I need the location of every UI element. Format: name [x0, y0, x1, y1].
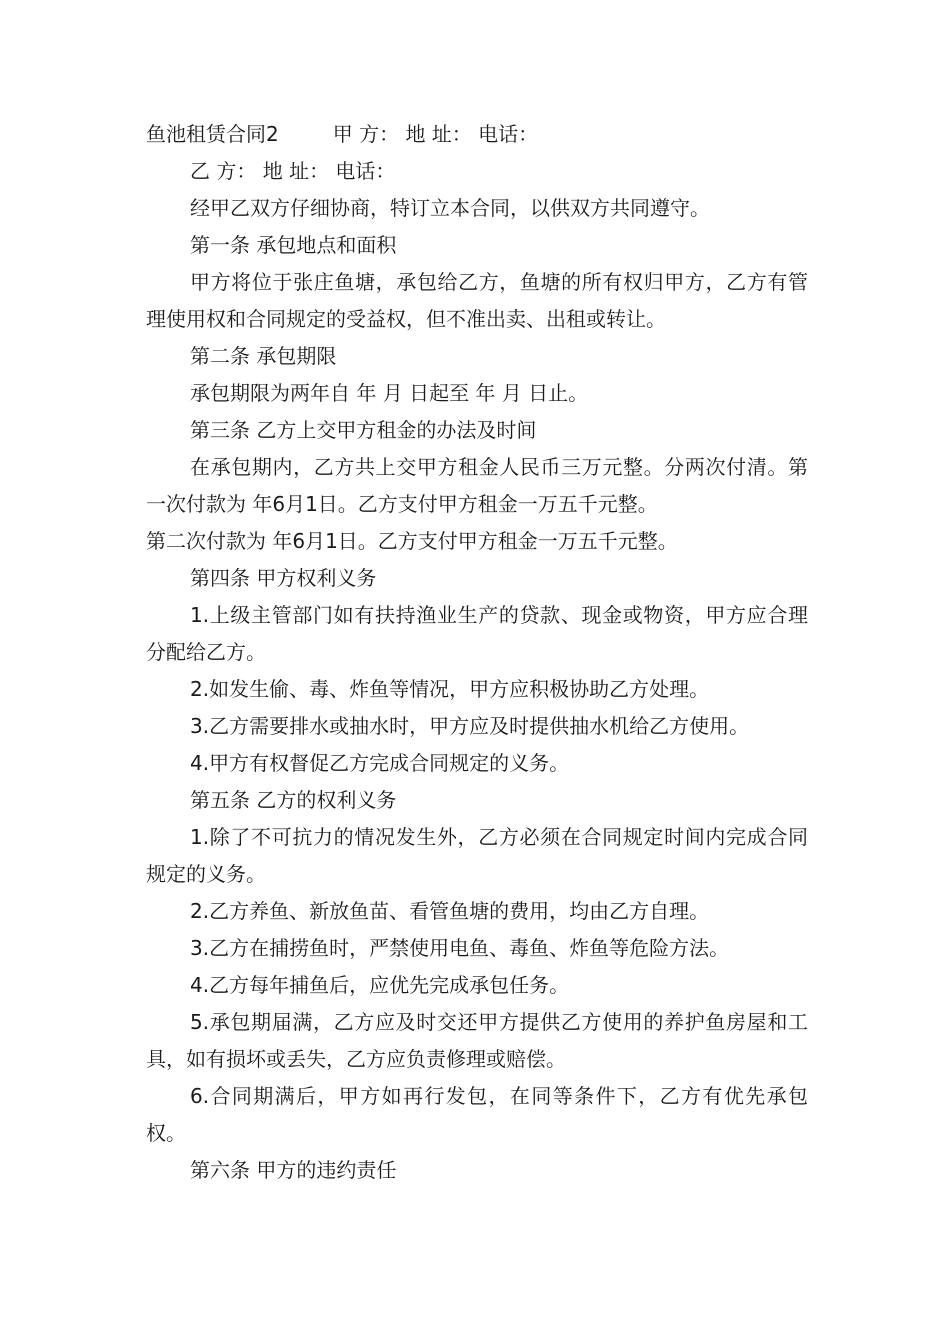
- article-2-paragraph: 承包期限为两年自 年 月 日起至 年 月 日止。: [190, 381, 589, 405]
- article-5-item: 6.合同期满后，甲方如再行发包，在同等条件下，乙方有优先承包权。: [146, 1084, 808, 1145]
- article-5-item: 3.乙方在捕捞鱼时，严禁使用电鱼、毒鱼、炸鱼等危险方法。: [190, 936, 730, 960]
- document-title: 鱼池租赁合同2: [146, 122, 279, 146]
- article-5-heading: 第五条 乙方的权利义务: [190, 788, 397, 812]
- article-5-item: 2.乙方养鱼、新放鱼苗、看管鱼塘的费用，均由乙方自理。: [190, 899, 710, 923]
- article-1-paragraph: 甲方将位于张庄鱼塘，承包给乙方，鱼塘的所有权归甲方，乙方有管理使用权和合同规定的受益权，但不准出卖、出租或转让。: [146, 270, 808, 331]
- article-1-heading: 第一条 承包地点和面积: [190, 233, 397, 257]
- article-5-item: 4.乙方每年捕鱼后，应优先完成承包任务。: [190, 973, 570, 997]
- article-4-item: 1.上级主管部门如有扶持渔业生产的贷款、现金或物资，甲方应合理分配给乙方。: [146, 603, 808, 664]
- document-body: [146, 116, 808, 1189]
- article-5-item: 1.除了不可抗力的情况发生外，乙方必须在合同规定时间内完成合同规定的义务。: [146, 825, 808, 886]
- article-3-paragraph-continued: 第二次付款为 年6月1日。乙方支付甲方租金一万五千元整。: [146, 529, 678, 553]
- intro-paragraph: 经甲乙双方仔细协商，特订立本合同，以供双方共同遵守。: [190, 196, 710, 220]
- party-a-line: 甲 方： 地 址： 电话：: [332, 122, 539, 146]
- article-6-heading: 第六条 甲方的违约责任: [190, 1158, 397, 1182]
- header-line: [146, 116, 808, 153]
- article-4-item: 4.甲方有权督促乙方完成合同规定的义务。: [190, 751, 570, 775]
- party-b-line: 乙 方： 地 址： 电话：: [190, 159, 396, 183]
- article-3-paragraph: 在承包期内，乙方共上交甲方租金人民币三万元整。分两次付清。第一次付款为 年6月1日。乙方支付甲方租金一万五千元整。: [146, 455, 808, 516]
- article-4-heading: 第四条 甲方权利义务: [190, 566, 377, 590]
- article-4-item: 2.如发生偷、毒、炸鱼等情况，甲方应积极协助乙方处理。: [190, 677, 710, 701]
- article-5-item: 5.承包期届满，乙方应及时交还甲方提供乙方使用的养护鱼房屋和工具，如有损坏或丢失，乙方应负责修理或赔偿。: [146, 1010, 808, 1071]
- article-3-heading: 第三条 乙方上交甲方租金的办法及时间: [190, 418, 537, 442]
- article-4-item: 3.乙方需要排水或抽水时，甲方应及时提供抽水机给乙方使用。: [190, 714, 750, 738]
- article-2-heading: 第二条 承包期限: [190, 344, 337, 368]
